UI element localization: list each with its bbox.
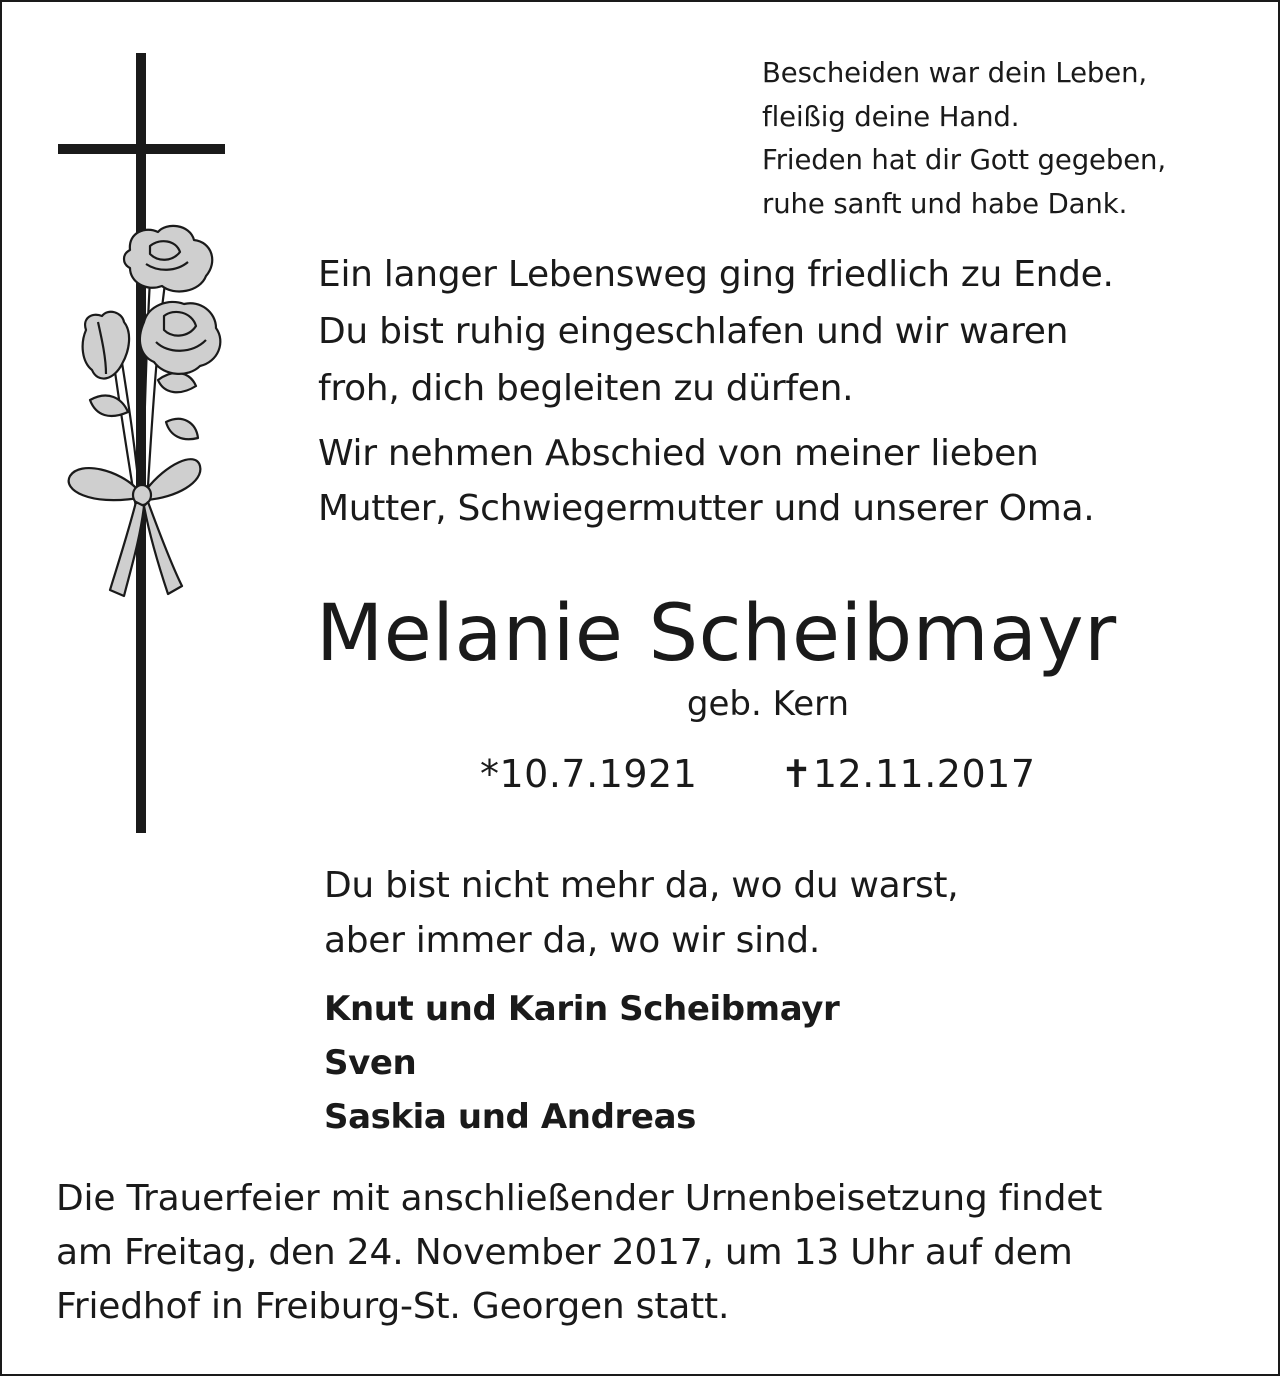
poem-line: ruhe sanft und habe Dank. <box>762 187 1128 220</box>
intro-paragraph <box>318 246 1114 417</box>
intro-line: Du bist ruhig eingeschlafen und wir waren <box>318 311 1069 352</box>
farewell-paragraph <box>318 426 1094 536</box>
mourner-name: Sven <box>324 1043 417 1083</box>
death-date: ✝12.11.2017 <box>780 752 1036 796</box>
birth-date: *10.7.1921 <box>480 752 698 796</box>
intro-line: froh, dich begleiten zu dürfen. <box>318 368 854 409</box>
intro-line: Ein langer Lebensweg ging friedlich zu Ende. <box>318 254 1114 295</box>
quote-line: Du bist nicht mehr da, wo du warst, <box>324 865 959 906</box>
deceased-name: Melanie Scheibmayr <box>316 589 1117 679</box>
life-dates <box>480 748 1036 800</box>
maiden-name: geb. Kern <box>686 684 850 724</box>
memorial-quote <box>324 858 958 968</box>
farewell-line: Wir nehmen Abschied von meiner lieben <box>318 433 1039 474</box>
notice-line: am Freitag, den 24. November 2017, um 13 Uhr auf dem <box>56 1232 1073 1273</box>
farewell-line: Mutter, Schwiegermutter und unserer Oma. <box>318 488 1095 529</box>
funeral-notice <box>56 1172 1102 1334</box>
poem-line: fleißig deine Hand. <box>762 100 1020 133</box>
notice-line: Friedhof in Freiburg-St. Georgen statt. <box>56 1286 730 1327</box>
poem-verse <box>762 52 1166 226</box>
quote-line: aber immer da, wo wir sind. <box>324 920 821 961</box>
notice-line: Die Trauerfeier mit anschließender Urnenbeisetzung findet <box>56 1178 1103 1219</box>
poem-line: Frieden hat dir Gott gegeben, <box>762 144 1167 176</box>
mourner-name: Saskia und Andreas <box>324 1097 696 1137</box>
poem-line: Bescheiden war dein Leben, <box>762 57 1148 89</box>
mourners-list <box>324 982 839 1144</box>
mourner-name: Knut und Karin Scheibmayr <box>324 989 840 1029</box>
